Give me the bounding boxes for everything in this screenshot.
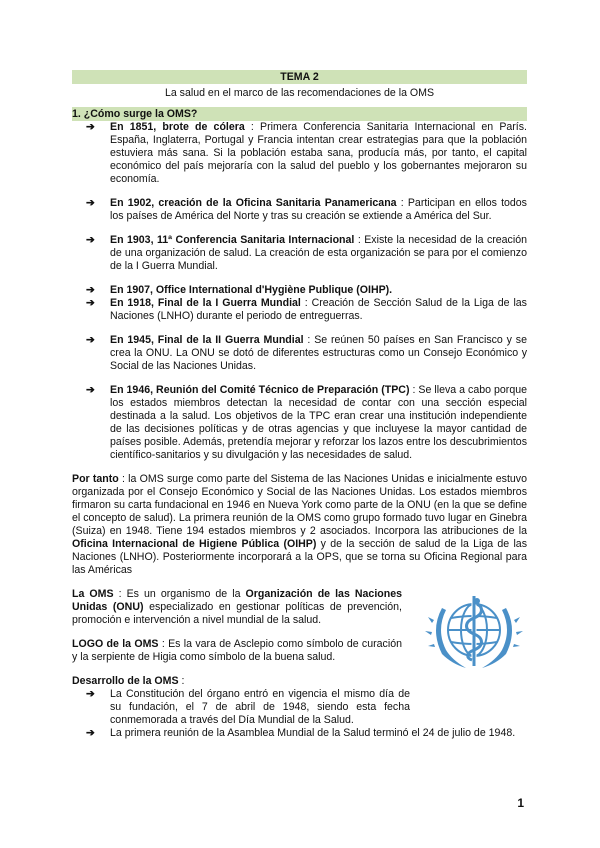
page-subtitle: La salud en el marco de las recomendaciones de la OMS [164, 87, 435, 99]
arrow-icon: ➔ [86, 121, 95, 133]
who-emblem-icon [422, 590, 526, 674]
list-item: ➔ En 1851, brote de cólera : Primera Conferencia Sanitaria Internacional en París. España, Inglaterra, Portugal y Francia intentan crear estrategias para que la población estuviera más sana. Si la población estaba sana, producía más, por tanto, el capital económico del país mejoraría con la salud del pueblo y los gobernantes mejoraron su economía. [86, 121, 527, 185]
arrow-icon: ➔ [86, 297, 95, 309]
arrow-icon: ➔ [86, 334, 95, 346]
page-title: TEMA 2 [72, 70, 527, 84]
desarrollo-heading: Desarrollo de la OMS : [72, 675, 185, 687]
logo-oms-paragraph: LOGO de la OMS : Es la vara de Asclepio como símbolo de curación y la serpiente de Higia como símbolo de la buena salud. [72, 638, 402, 663]
arrow-icon: ➔ [86, 284, 95, 296]
arrow-icon: ➔ [86, 688, 95, 700]
document-page [72, 70, 527, 740]
arrow-icon: ➔ [86, 197, 95, 209]
la-oms-paragraph: La OMS : Es un organismo de la Organización de las Naciones Unidas (ONU) especializado en gestionar políticas de prevención, promoción e intervención a nivel mundial de la salud. [72, 588, 403, 626]
list-item: ➔ La Constitución del órgano entró en vigencia el mismo día de su fundación, el 7 de abril de 1948, siendo esta fecha conmemorada a través del Día Mundial de la Salud. [86, 688, 410, 726]
list-item: ➔ En 1946, Reunión del Comité Técnico de Preparación (TPC) : Se lleva a cabo porque los estados miembros detectan la necesidad de contar con una sección especial destinada a la salud. Los objetivos de la TPC eran crear una institución independiente de las decisiones políticas y de otras agencias y que incluyese la mayor cantidad de países posible. Además, pretendía mejorar y reforzar los lazos entre los descubrimientos científico-sanitarios y su divulgación y las necesidades de salud. [86, 384, 528, 461]
page-number: 1 [517, 796, 524, 810]
list-item: ➔ En 1902, creación de la Oficina Sanitaria Panamericana : Participan en ellos todos los países de América del Norte y tras su creación se extiende a América del Sur. [86, 197, 527, 222]
oms-block [72, 588, 527, 664]
section-heading: 1. ¿Cómo surge la OMS? [72, 107, 527, 121]
arrow-icon: ➔ [86, 234, 95, 246]
arrow-icon: ➔ [86, 727, 95, 739]
por-tanto-paragraph: Por tanto : la OMS surge como parte del Sistema de las Naciones Unidas e inicialmente estuvo organizada por el Consejo Económico y Social de las Naciones Unidas. Los estados miembros firmaron su carta fundacional en 1946 en Nueva York como parte de la ONU (en la que se define el concepto de salud). La primera reunión de la OMS como grupo formado tuvo lugar en Ginebra (Suiza) en 1948. Tiene 194 estados miembros y 2 asociados. Incorpora las atribuciones de la Oficina Internacional de Higiene Pública (OIHP) y de la sección de salud de la Liga de las Naciones (LNHO). Posteriormente incorporará a la OPS, que se torna su Oficina Regional para las Américas [72, 473, 527, 576]
list-item: ➔ La primera reunión de la Asamblea Mundial de la Salud terminó el 24 de julio de 1948. [86, 727, 516, 739]
list-item: ➔ En 1907, Office International d'Hygiène Publique (OIHP). [86, 284, 393, 296]
list-item: ➔ En 1918, Final de la I Guerra Mundial : Creación de Sección Salud de la Liga de las Naciones (LNHO) durante el periodo de entreguerras. [86, 297, 527, 322]
list-item: ➔ En 1903, 11ª Conferencia Sanitaria Internacional : Existe la necesidad de la creación de una organización de salud. La creación de esta organización se para por el comienzo de la I Guerra Mundial. [86, 234, 527, 272]
list-item: ➔ En 1945, Final de la II Guerra Mundial : Se reúnen 50 países en San Francisco y se crea la ONU. La ONU se dotó de diferentes estructuras como un Consejo Económico y Social de las Naciones Unidas. [86, 334, 527, 372]
arrow-icon: ➔ [86, 384, 95, 396]
